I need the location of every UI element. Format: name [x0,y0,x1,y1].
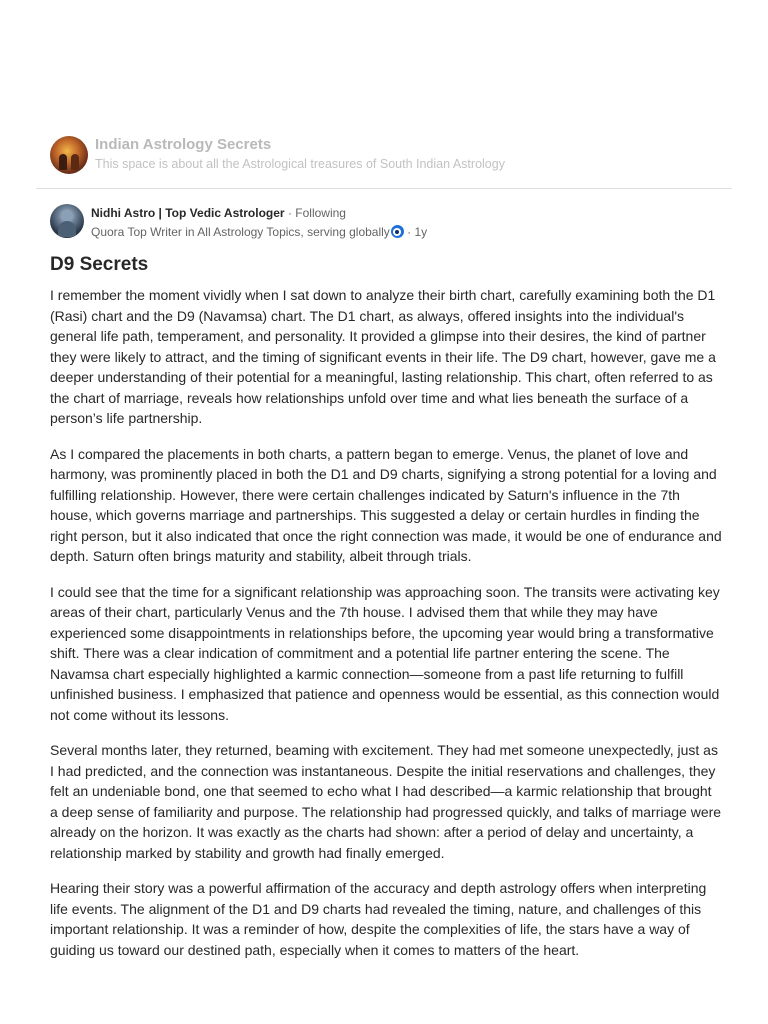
space-title[interactable]: Indian Astrology Secrets [95,136,272,153]
avatar-head [62,211,72,221]
dot-separator: · [407,225,412,239]
author-line [91,206,346,220]
post-paragraph: I remember the moment vividly when I sat down to analyze their birth chart, carefully examining both the D1 (Rasi) chart and the D9 (Navamsa) chart. The D1 chart, as always, offered insights into the individual's general life path, temperament, and personality. It provided a glimpse into their desires, the kind of partner they were likely to attract, and the timing of significant events in their life. The D9 chart, however, gave me a deeper understanding of their potential for a meaningful, lasting relationship. This chart, often referred to as the chart of marriage, reveals how relationships unfold over time and what lies beneath the surface of a person’s life partnership. [50,287,716,426]
avatar-body [58,221,76,237]
post-paragraph: Hearing their story was a powerful affirmation of the accuracy and depth astrology offers when interpreting life events. The alignment of the D1 and D9 charts had revealed the timing, nature, and challenges of this important relationship. It was a reminder of how, despite the complexities of life, the stars have a way of guiding us toward our destined path, especially when it comes to matters of the heart. [50,880,707,958]
author-credential[interactable]: Quora Top Writer in All Astrology Topics, serving globally [91,225,390,239]
deity-figure-right [71,154,79,170]
following-button[interactable]: Following [295,206,346,220]
post-paragraph: As I compared the placements in both charts, a pattern began to emerge. Venus, the planet of love and harmony, was prominently placed in both the D1 and D9 charts, signifying a strong potential for a loving and fulfilling relationship. However, there were certain challenges indicated by Saturn's influence in the 7th house, which governs marriage and partnerships. This suggested a delay or certain hurdles in finding the right person, but it also indicated that once the right connection was made, it would be one of endurance and depth. Saturn often brings maturity and stability, albeit through trials. [50,445,722,564]
dot-separator: · [287,206,292,220]
author-credential-line [91,225,427,239]
post-paragraph: I could see that the time for a significant relationship was approaching soon. The transits were activating key areas of their chart, particularly Venus and the 7th house. I advised them that while they may have experienced some disappointments in relationships before, the upcoming year would bring a transformative shift. There was a clear indication of commitment and a potential life partner entering the scene. The Navamsa chart especially highlighted a karmic connection—someone from a past life returning to fulfill unfinished business. I emphasized that patience and openness would be essential, as this connection would not come without its lessons. [50,583,720,723]
post-age[interactable]: 1y [414,225,428,239]
author-row [50,203,730,241]
post-title: D9 Secrets [50,254,149,275]
post-body [50,285,722,975]
space-avatar[interactable] [50,136,88,174]
space-description: This space is about all the Astrological treasures of South Indian Astrology [95,157,505,171]
space-header [36,128,732,189]
post-paragraph: Several months later, they returned, beaming with excitement. They had met someone unexpectedly, just as I had predicted, and the connection was instantaneous. Despite the initial reservations and challenges, they felt an undeniable bond, one that seemed to echo what I had described—a karmic relationship that brought a deep sense of familiarity and purpose. The relationship had progressed quickly, and talks of marriage were already on the horizon. It was exactly as the charts had shown: after a period of delay and uncertainty, a relationship marked by stability and growth had finally emerged. [50,742,722,861]
author-name[interactable]: Nidhi Astro | Top Vedic Astrologer [91,206,285,220]
deity-figure-left [59,154,67,170]
author-avatar[interactable] [50,204,84,238]
nazar-eye-icon [391,225,404,238]
